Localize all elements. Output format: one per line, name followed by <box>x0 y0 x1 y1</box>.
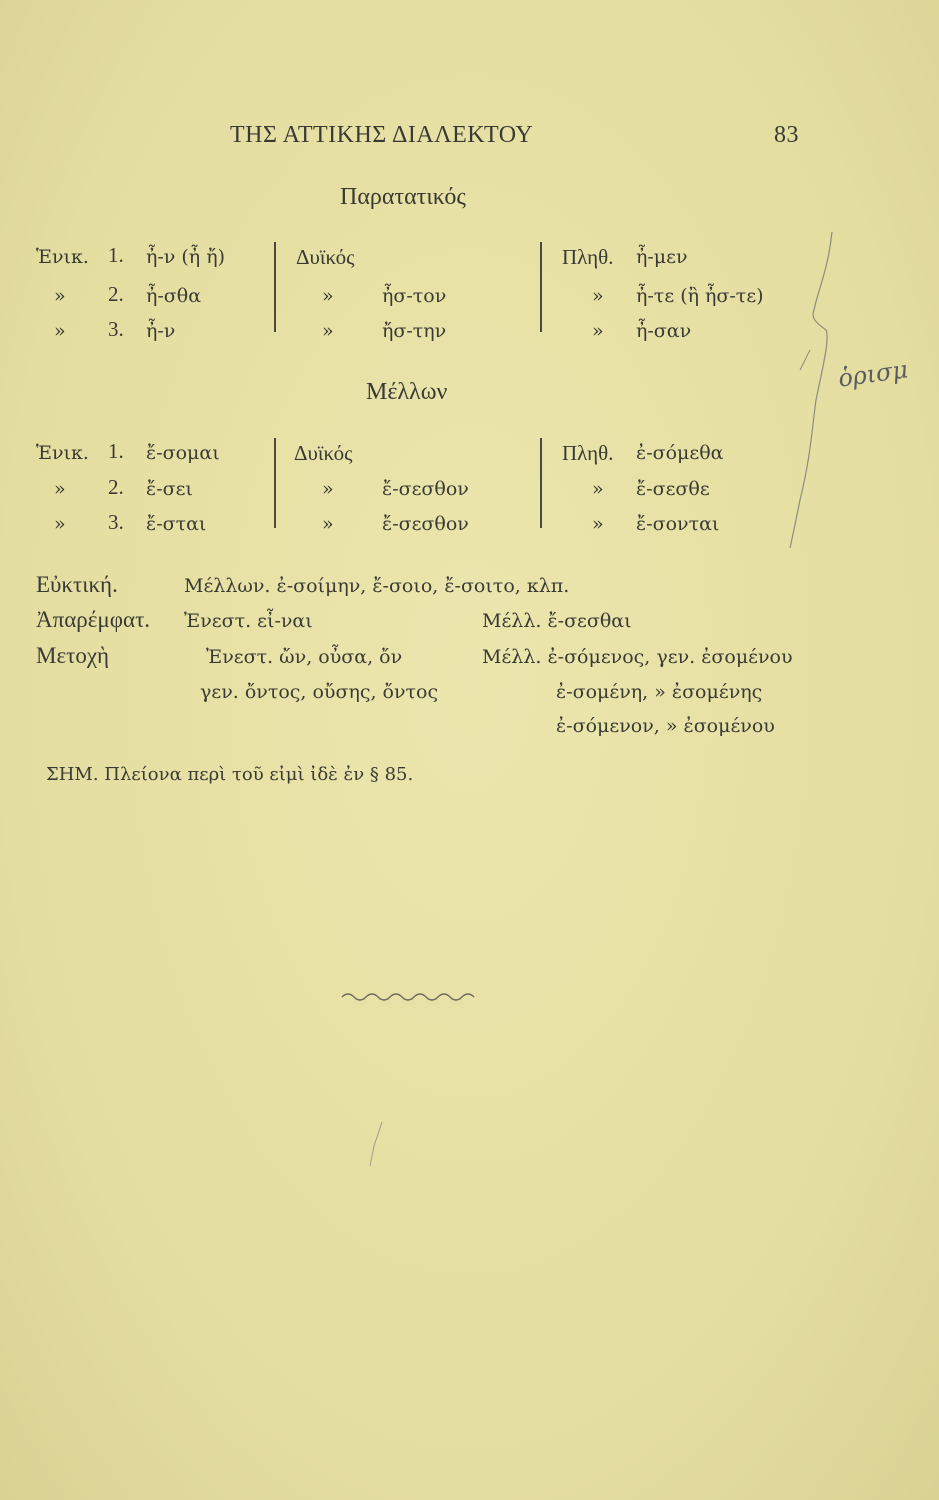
future-pl-form-3: ἔ-σονται <box>636 513 720 535</box>
future-du-form-2: ἔ-σεσθον <box>382 513 469 535</box>
imperfect-pl-mark-3: » <box>592 320 604 342</box>
participle-future-neuter: ἐ-σόμενον, » ἐσομένου <box>556 715 775 737</box>
participle-future-feminine: ἐ-σομένη, » ἐσομένης <box>556 681 763 703</box>
future-divider-1 <box>274 438 276 528</box>
imperfect-singular-label: Ἑνικ. <box>36 246 89 268</box>
participle-present-genitive: γεν. ὄντος, οὔσης, ὄντος <box>200 681 439 703</box>
imperfect-sg-mark-3: » <box>54 320 66 342</box>
imperfect-du-mark-2: » <box>322 320 334 342</box>
participle-label: Μετοχὴ <box>36 643 110 668</box>
imperfect-du-form-1: ἦσ-τον <box>382 285 447 307</box>
future-du-mark-2: » <box>322 513 334 535</box>
imperfect-pl-form-3: ἦ-σαν <box>636 320 692 342</box>
future-du-mark-1: » <box>322 478 334 500</box>
future-sg-num-2: 2. <box>108 475 124 499</box>
future-dual-label: Δυϊκός <box>294 441 353 465</box>
future-sg-mark-2: » <box>54 478 66 500</box>
future-sg-form-1: ἔ-σομαι <box>146 442 220 464</box>
participle-present: Ἐνεστ. ὤν, οὖσα, ὄν <box>206 646 403 668</box>
future-du-form-1: ἔ-σεσθον <box>382 478 469 500</box>
imperfect-sg-form-2: ἦ-σθα <box>146 285 202 307</box>
infinitive-present: Ἐνεστ. εἶ-ναι <box>184 610 313 632</box>
future-singular-label: Ἑνικ. <box>36 442 89 464</box>
future-divider-2 <box>540 438 542 528</box>
imperfect-plural-label: Πληθ. <box>562 245 614 269</box>
optative-label: Εὐκτική. <box>36 572 118 597</box>
imperfect-divider-1 <box>274 242 276 332</box>
optative-forms: Μέλλων. ἐ-σοίμην, ἔ-σοιο, ἔ-σοιτο, κλπ. <box>184 575 570 597</box>
imperfect-sg-mark-2: » <box>54 285 66 307</box>
future-pl-mark-2: » <box>592 478 604 500</box>
handwritten-margin-note: ὁρισμ <box>836 355 910 393</box>
future-sg-form-2: ἔ-σει <box>146 478 193 500</box>
infinitive-future: Μέλλ. ἔ-σεσθαι <box>482 610 632 632</box>
stray-pencil-mark <box>360 1120 390 1170</box>
imperfect-pl-form-2: ἦ-τε (ἢ ἦσ-τε) <box>636 285 764 307</box>
imperfect-pl-mark-2: » <box>592 285 604 307</box>
imperfect-sg-num-2: 2. <box>108 282 124 306</box>
imperfect-du-mark-1: » <box>322 285 334 307</box>
future-pl-form-1: ἐ-σόμεθα <box>636 442 724 464</box>
future-sg-num-3: 3. <box>108 510 124 534</box>
page-number: 83 <box>774 122 799 148</box>
decorative-wavy-rule <box>340 990 480 1004</box>
future-plural-label: Πληθ. <box>562 441 614 465</box>
future-sg-num-1: 1. <box>108 439 124 463</box>
imperfect-sg-num-1: 1. <box>108 243 124 267</box>
imperfect-sg-num-3: 3. <box>108 317 124 341</box>
running-header-title: ΤΗΣ ΑΤΤΙΚΗΣ ΔΙΑΛΕΚΤΟΥ <box>230 122 534 148</box>
imperfect-du-form-2: ἤσ-την <box>382 320 447 342</box>
participle-future: Μέλλ. ἐ-σόμενος, γεν. ἐσομένου <box>482 646 793 668</box>
future-heading: Μέλλων <box>366 379 448 405</box>
imperfect-sg-form-1: ἦ-ν (ἦ ἤ) <box>146 246 226 268</box>
imperfect-sg-form-3: ἦ-ν <box>146 320 176 342</box>
imperfect-divider-2 <box>540 242 542 332</box>
imperfect-heading: Παρατατικός <box>340 184 466 210</box>
future-sg-mark-3: » <box>54 513 66 535</box>
future-sg-form-3: ἔ-σται <box>146 513 207 535</box>
future-pl-mark-3: » <box>592 513 604 535</box>
imperfect-dual-label: Δυϊκός <box>296 245 355 269</box>
infinitive-label: Ἀπαρέμφατ. <box>36 607 151 632</box>
footnote: ΣΗΜ. Πλείονα περὶ τοῦ εἰμὶ ἰδὲ ἐν § 85. <box>46 764 414 785</box>
imperfect-pl-form-1: ἦ-μεν <box>636 246 688 268</box>
pencil-bracket-mark <box>770 230 840 550</box>
future-pl-form-2: ἔ-σεσθε <box>636 478 710 500</box>
